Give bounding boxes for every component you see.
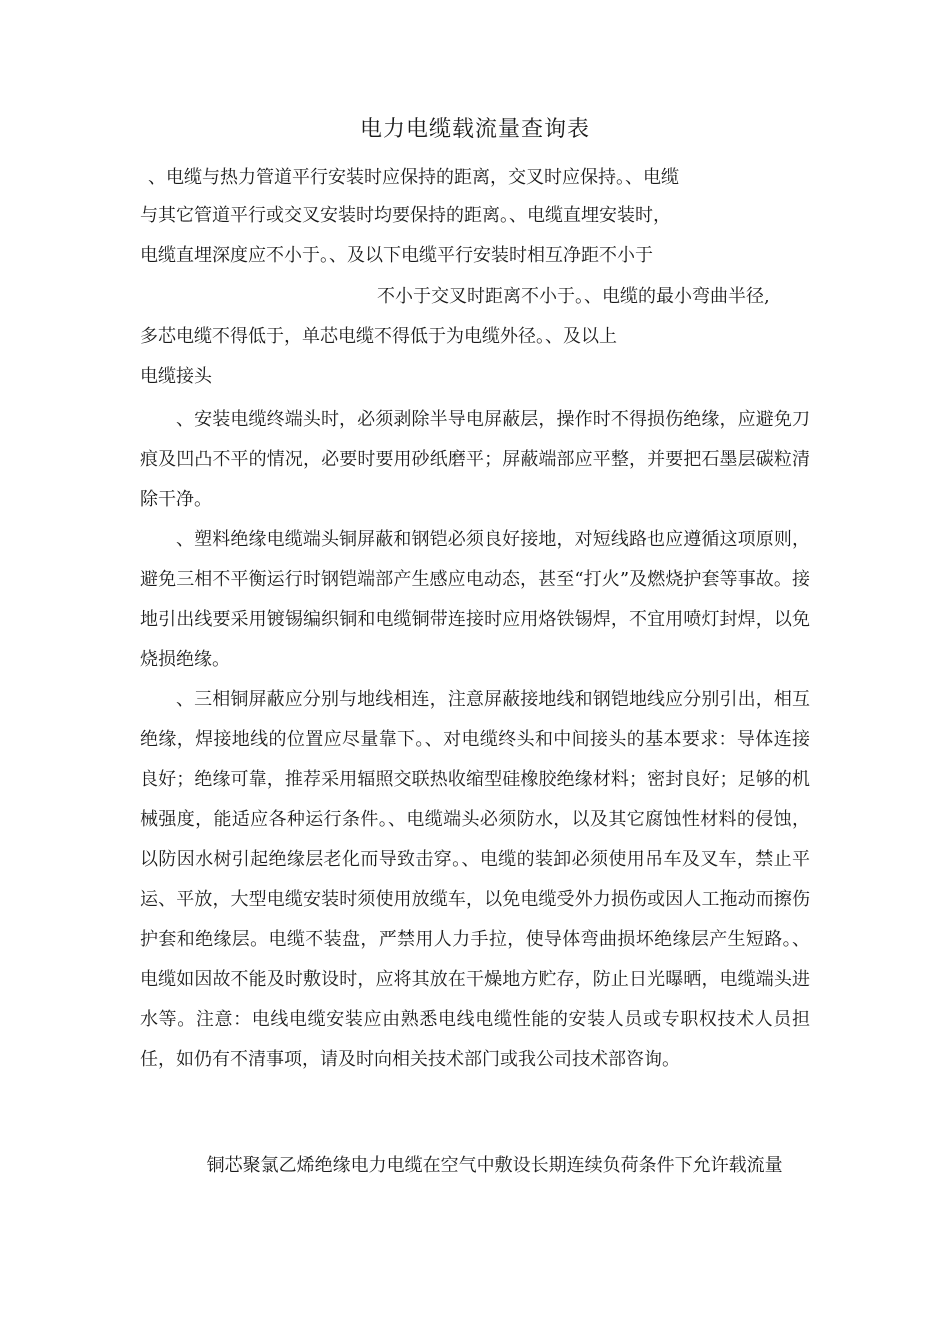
paragraph: 、塑料绝缘电缆端头铜屏蔽和钢铠必须良好接地，对短线路也应遵循这项原则，避免三相不平衡运行时钢铠端部产生感应电动态，甚至“打火”及燃烧护套等事故。接地引出线要采用镀锡编织铜和电缆铜带连接时应用烙铁锡焊，不宜用喷灯封焊，以免烧损绝缘。 xyxy=(140,529,810,670)
intro-line: 不小于交叉时距离不小于。、电缆的最小弯曲半径, xyxy=(377,286,770,307)
section-heading: 电缆接头 xyxy=(140,366,212,387)
document-title: 电力电缆载流量查询表 xyxy=(359,117,590,142)
intro-line: 电缆直埋深度应不小于。、及以下电缆平行安装时相互净距不小于 xyxy=(140,245,653,266)
table-caption: 铜芯聚氯乙烯绝缘电力电缆在空气中敷设长期连续负荷条件下允许载流量 xyxy=(206,1155,783,1176)
paragraph: 、三相铜屏蔽应分别与地线相连，注意屏蔽接地线和钢铠地线应分别引出，相互绝缘，焊接地线的位置应尽量靠下。、对电缆终头和中间接头的基本要求：导体连接良好；绝缘可靠，推荐采用辐照交联热收缩型硅橡胶绝缘材料；密封良好；足够的机械强度，能适应各种运行条件。、电缆端头必须防水，以及其它腐蚀性材料的侵蚀，以防因水树引起绝缘层老化而导致击穿。、电缆的装卸必须使用吊车及叉车，禁止平运、平放，大型电缆安装时须使用放缆车，以免电缆受外力损伤或因人工拖动而擦伤护套和绝缘层。电缆不装盘，严禁用人力手拉，使导体弯曲损坏绝缘层产生短路。、电缆如因故不能及时敷设时，应将其放在干燥地方贮存，防止日光曝晒，电缆端头进水等。注意：电线电缆安装应由熟悉电线电缆性能的安装人员或专职权技术人员担任，如仍有不清事项，请及时向相关技术部门或我公司技术部咨询。 xyxy=(140,689,810,1070)
intro-line: 与其它管道平行或交叉安装时均要保持的距离。、电缆直埋安装时， xyxy=(140,205,671,226)
intro-line: 、电缆与热力管道平行安装时应保持的距离，交叉时应保持。、电缆 xyxy=(148,167,679,188)
intro-line: 多芯电缆不得低于，单芯电缆不得低于为电缆外径。、及以上 xyxy=(140,326,617,347)
paragraph: 、安装电缆终端头时，必须剥除半导电屏蔽层，操作时不得损伤绝缘，应避免刀痕及凹凸不平的情况，必要时要用砂纸磨平；屏蔽端部应平整，并要把石墨层碳粒清除干净。 xyxy=(140,409,810,510)
